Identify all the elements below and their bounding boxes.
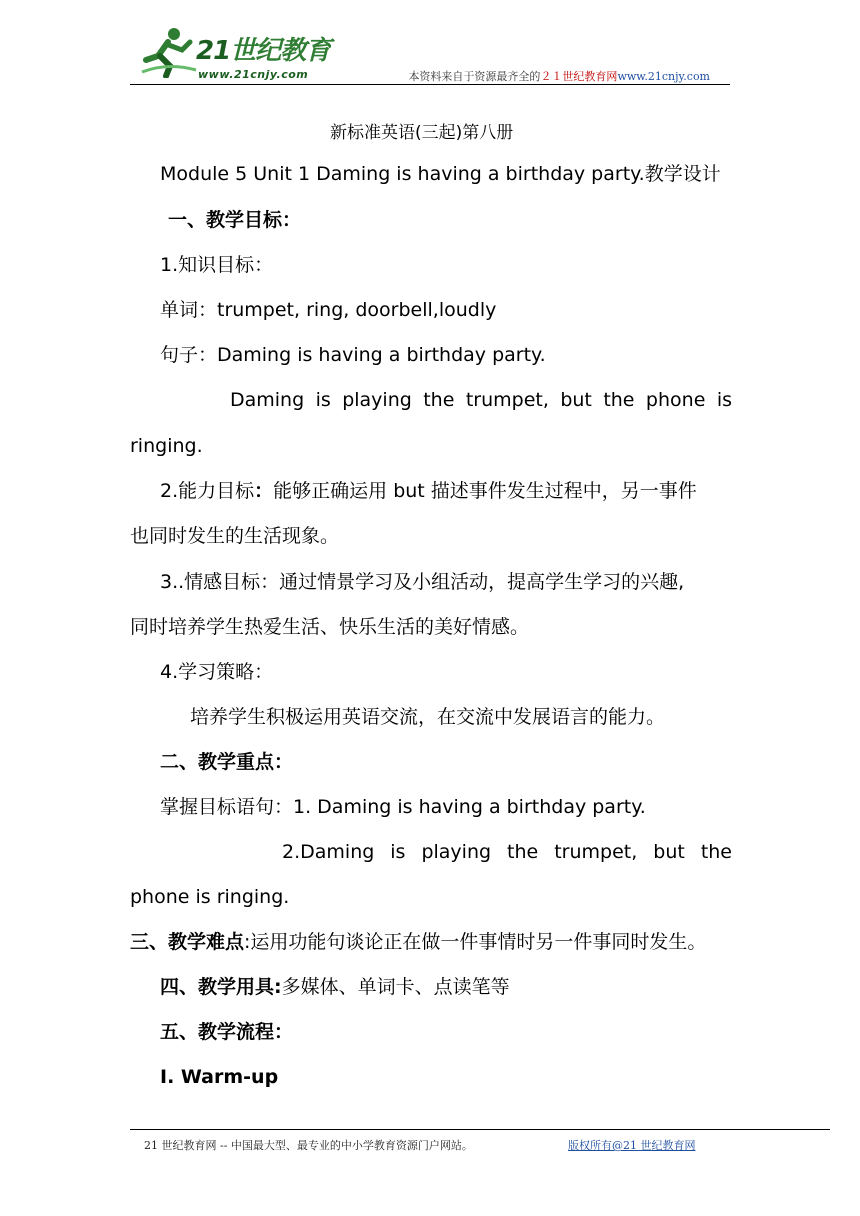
section-difficulty: 三、教学难点:运用功能句谈论正在做一件事情时另一件事同时发生。 — [130, 931, 707, 953]
warmup-heading: I. Warm-up — [160, 1066, 279, 1088]
knowledge-objective: 1.知识目标： — [160, 254, 274, 276]
header-url-link[interactable]: www.21cnjy.com — [617, 70, 710, 83]
header-divider — [130, 84, 730, 85]
doc-subtitle: Module 5 Unit 1 Daming is having a birthday party.教学设计 — [160, 163, 721, 185]
footer-copyright-link[interactable]: 版权所有@21 世纪教育网 — [568, 1139, 696, 1152]
header-note: 本资料来自于资源最齐全的２１世纪教育网www.21cnjy.com — [408, 70, 710, 83]
key-sentence-2-justified: 2.Daming is playing the trumpet, but the — [282, 841, 732, 863]
page-header — [130, 22, 730, 86]
key-sentence-1: 掌握目标语句：1. Daming is having a birthday party. — [160, 796, 646, 818]
sentence-justified-line: Daming is playing the trumpet, but the phone is — [230, 389, 732, 411]
vocabulary-line: 单词：trumpet, ring, doorbell,loudly — [160, 299, 497, 321]
sentence-continuation: ringing. — [130, 435, 203, 457]
learning-strategy: 4.学习策略： — [160, 661, 274, 683]
logo-wordmark: 21世纪教育 — [196, 36, 331, 66]
section-heading-procedure: 五、教学流程： — [160, 1021, 294, 1043]
footer-text: 21 世纪教育网 -- 中国最大型、最专业的中小学教育资源门户网站。 — [144, 1139, 473, 1152]
emotion-objective: 3..情感目标：通过情景学习及小组活动，提高学生学习的兴趣, — [160, 571, 685, 593]
section-teaching-aids: 四、教学用具:多媒体、单词卡、点读笔等 — [160, 976, 510, 998]
learning-strategy-text: 培养学生积极运用英语交流，在交流中发展语言的能力。 — [190, 706, 666, 728]
runner-logo-icon — [138, 26, 198, 78]
footer-divider — [130, 1129, 830, 1130]
emotion-objective-continued: 同时培养学生热爱生活、快乐生活的美好情感。 — [130, 616, 530, 638]
logo-url: www.21cnjy.com — [198, 68, 309, 81]
ability-objective-continued: 也同时发生的生活现象。 — [130, 525, 340, 547]
sentence-line: 句子：Daming is having a birthday party. — [160, 344, 546, 366]
doc-title: 新标准英语(三起)第八册 — [330, 123, 514, 143]
site-logo — [138, 26, 348, 86]
key-sentence-2-continuation: phone is ringing. — [130, 886, 290, 908]
ability-objective: 2.能力目标：能够正确运用 but 描述事件发生过程中，另一事件 — [160, 480, 697, 502]
section-heading-key-points: 二、教学重点： — [160, 751, 294, 773]
section-heading-objectives: 一、教学目标： — [168, 209, 302, 231]
